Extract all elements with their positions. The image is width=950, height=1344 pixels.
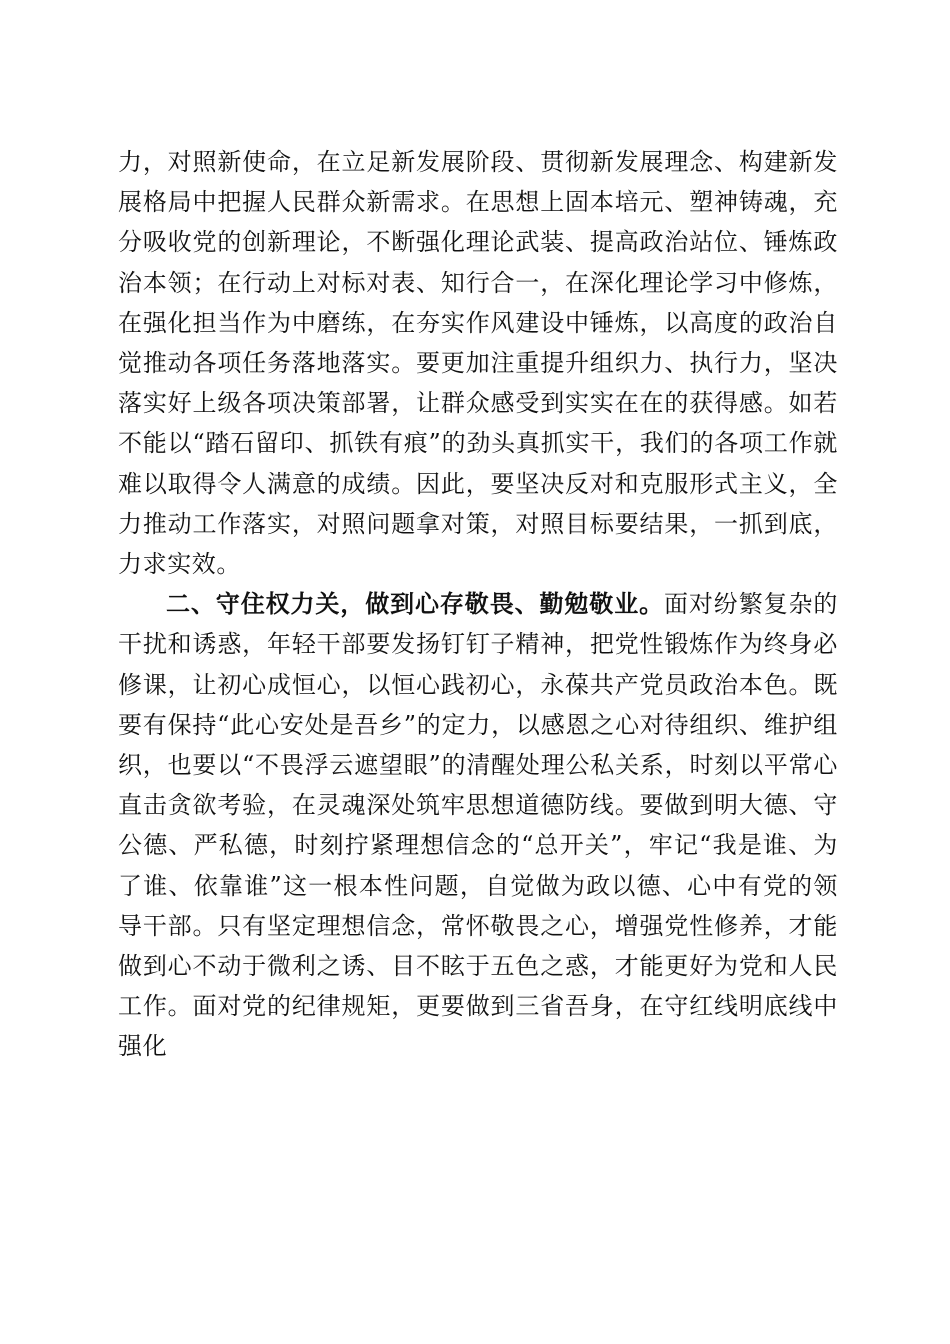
- paragraph-text: 面对纷繁复杂的干扰和诱惑，年轻干部要发扬钉钉子精神，把党性锻炼作为终身必修课，让初心成恒心，以恒心践初心，永葆共产党员政治本色。既要有保持“此心安处是吾乡”的定力，以感恩之心对待组织、维护组织，也要以“不畏浮云遮望眼”的清醒处理公私关系，时刻以平常心直击贪欲考验，在灵魂深处筑牢思想道德防线。要做到明大德、守公德、严私德，时刻拧紧理想信念的“总开关”，牢记“我是谁、为了谁、依靠谁”这一根本性问题，自觉做为政以德、心中有党的领导干部。只有坚定理想信念，常怀敬畏之心，增强党性修养，才能做到心不动于微利之诱、目不眩于五色之惑，才能更好为党和人民工作。面对党的纪律规矩，更要做到三省吾身，在守红线明底线中强化: [118, 590, 838, 1061]
- paragraph-section-two: [118, 584, 838, 1066]
- section-heading: 二、守住权力关，做到心存敬畏、勤勉敬业。: [166, 590, 664, 619]
- paragraph-text: 力，对照新使命，在立足新发展阶段、贯彻新发展理念、构建新发展格局中把握人民群众新需求。在思想上固本培元、塑神铸魂，充分吸收党的创新理论，不断强化理论武装、提高政治站位、锤炼政治本领；在行动上对标对表、知行合一，在深化理论学习中修炼，在强化担当作为中磨练，在夯实作风建设中锤炼，以高度的政治自觉推动各项任务落地落实。要更加注重提升组织力、执行力，坚决落实好上级各项决策部署，让群众感受到实实在在的获得感。如若不能以“踏石留印、抓铁有痕”的劲头真抓实干，我们的各项工作就难以取得令人满意的成绩。因此，要坚决反对和克服形式主义，全力推动工作落实，对照问题拿对策，对照目标要结果，一抓到底，力求实效。: [118, 148, 838, 579]
- paragraph-continuation: [118, 142, 838, 584]
- document-body: [118, 142, 838, 1067]
